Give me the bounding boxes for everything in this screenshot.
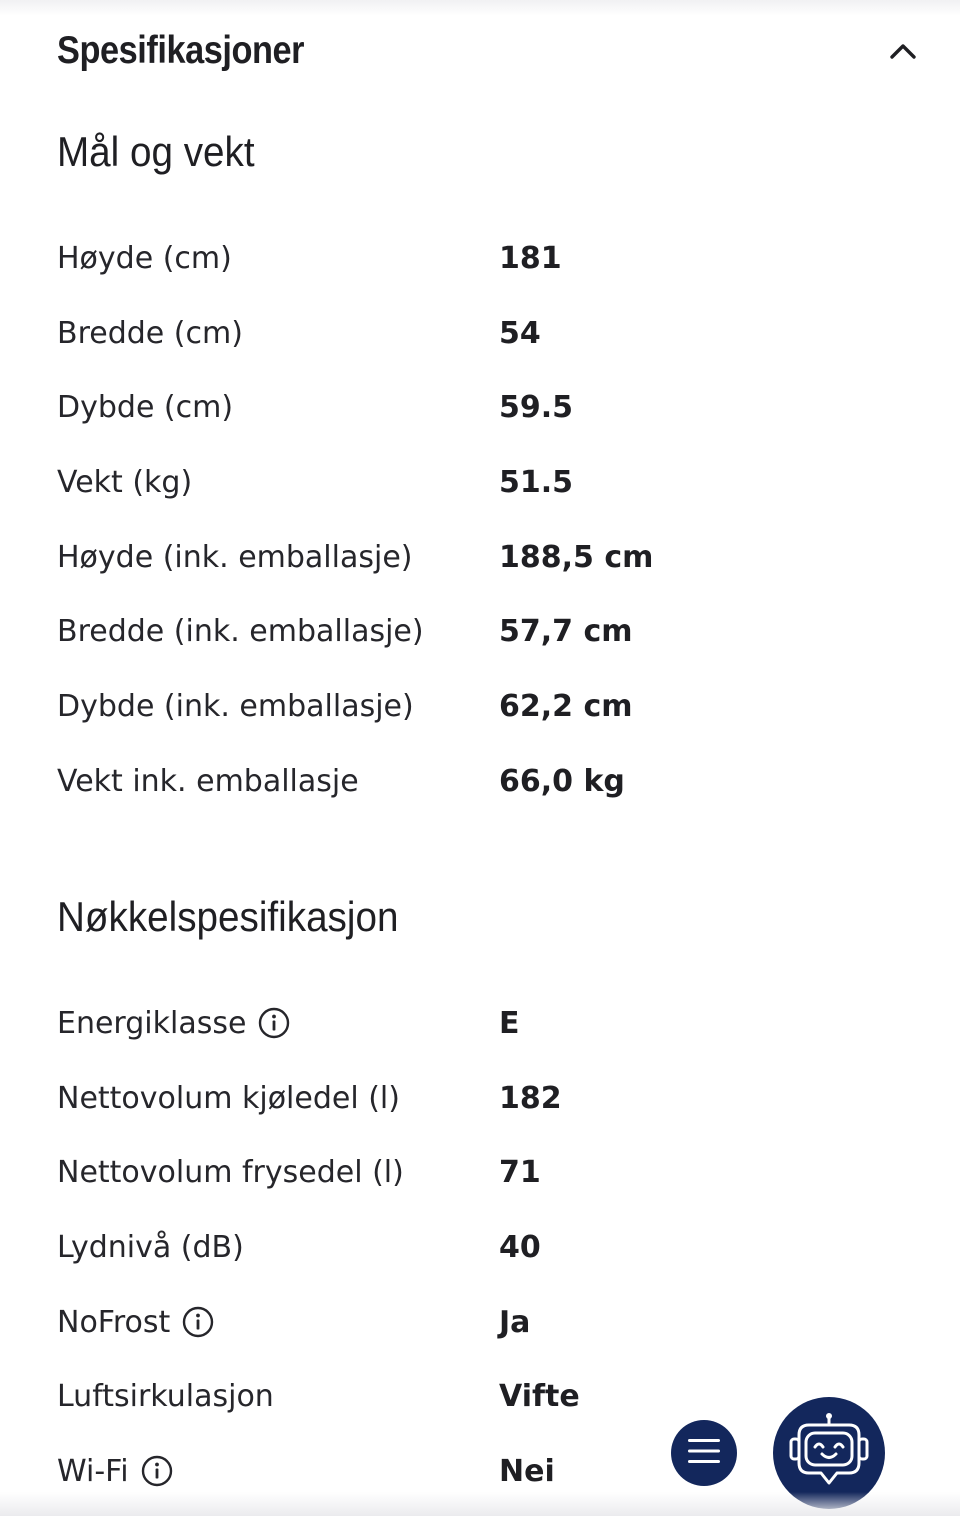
spec-label: Lydnivå (dB) <box>57 1229 244 1265</box>
spec-value: Vifte <box>499 1379 580 1415</box>
spec-label-text: Wi-Fi <box>57 1453 129 1489</box>
spec-value: 57,7 cm <box>499 614 633 650</box>
spec-value: 62,2 cm <box>499 688 633 724</box>
spec-value: 71 <box>499 1155 541 1191</box>
specifications-accordion-header[interactable] <box>57 22 917 80</box>
spec-label: Høyde (ink. emballasje) <box>57 539 413 575</box>
spec-value: 182 <box>499 1080 562 1116</box>
spec-row <box>57 1135 917 1210</box>
spec-label: Nettovolum frysedel (l) <box>57 1155 404 1191</box>
top-shadow <box>0 0 960 16</box>
spec-label-with-info <box>57 1006 499 1041</box>
spec-label: Vekt ink. emballasje <box>57 763 359 799</box>
spec-label-text: NoFrost <box>57 1304 171 1340</box>
spec-label: Dybde (cm) <box>57 390 234 426</box>
spec-label: Vekt (kg) <box>57 464 193 500</box>
spec-row <box>57 1285 917 1360</box>
menu-button[interactable] <box>671 1420 737 1486</box>
spec-row <box>57 1210 917 1285</box>
group-title-mal-og-vekt: Mål og vekt <box>57 128 255 175</box>
info-icon[interactable] <box>141 1455 173 1487</box>
spec-value: 51.5 <box>499 464 574 500</box>
spec-table-mal-og-vekt <box>57 221 917 819</box>
spec-value: E <box>499 1005 520 1041</box>
spec-label-with-info <box>57 1305 499 1340</box>
spec-value: 40 <box>499 1229 541 1265</box>
bottom-shadow <box>0 1492 960 1516</box>
spec-label-with-info <box>57 1454 499 1489</box>
spec-row <box>57 986 917 1061</box>
spec-label: Høyde (cm) <box>57 240 232 276</box>
spec-row <box>57 594 917 669</box>
chatbot-robot-icon <box>787 1409 871 1497</box>
spec-value: Ja <box>499 1304 531 1340</box>
spec-row <box>57 296 917 371</box>
group-title-nokkelspesifikasjon: Nøkkelspesifikasjon <box>57 893 399 940</box>
chevron-up-icon[interactable] <box>881 29 925 73</box>
info-icon[interactable] <box>182 1306 214 1338</box>
spec-label: Bredde (cm) <box>57 315 243 351</box>
spec-value: 66,0 kg <box>499 763 625 799</box>
spec-row <box>57 520 917 595</box>
spec-row <box>57 669 917 744</box>
spec-value: 54 <box>499 315 541 351</box>
spec-row <box>57 744 917 819</box>
spec-value: Nei <box>499 1453 555 1489</box>
spec-label: Nettovolum kjøledel (l) <box>57 1080 400 1116</box>
spec-value: 181 <box>499 240 562 276</box>
hamburger-menu-icon <box>687 1437 721 1469</box>
spec-value: 188,5 cm <box>499 539 654 575</box>
info-icon[interactable] <box>258 1007 290 1039</box>
spec-label: Dybde (ink. emballasje) <box>57 688 414 724</box>
section-title: Spesifikasjoner <box>57 29 305 72</box>
spec-value: 59.5 <box>499 390 574 426</box>
spec-row <box>57 221 917 296</box>
spec-label: Luftsirkulasjon <box>57 1379 274 1415</box>
spec-row <box>57 370 917 445</box>
spec-row <box>57 445 917 520</box>
spec-row <box>57 1061 917 1136</box>
spec-label: Bredde (ink. emballasje) <box>57 614 424 650</box>
spec-label-text: Energiklasse <box>57 1005 247 1041</box>
